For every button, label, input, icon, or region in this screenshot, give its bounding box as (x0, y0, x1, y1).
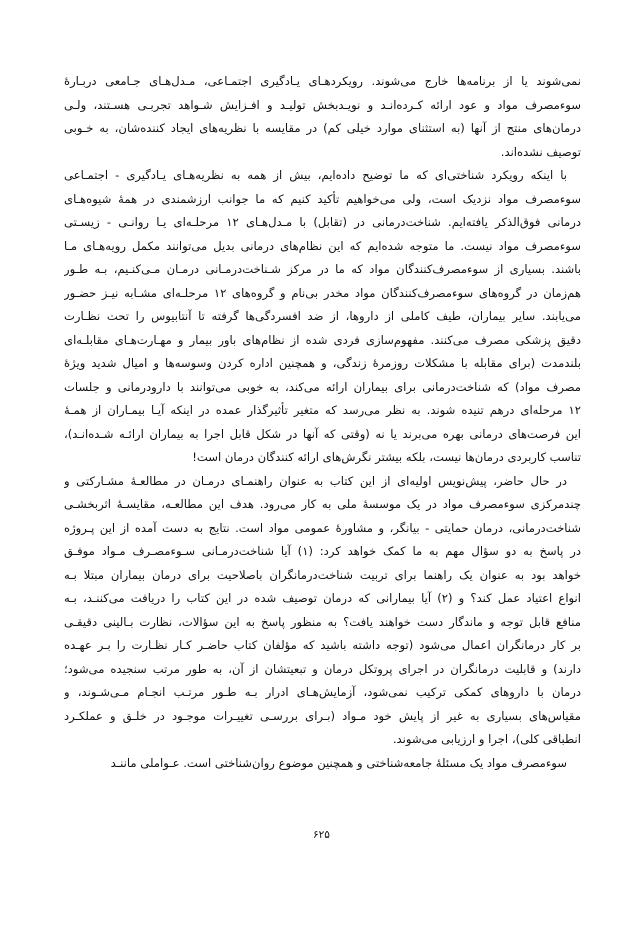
text-line: انواع اعتیاد عمل کند؟ و (۲) آیا بیمارانی که درمان توصیف شده در این کتاب را دریافت می‌کننـد، بـه (64, 591, 581, 605)
text-line: سوءمصرف مواد نزدیک است، ولی می‌خواهیم تأکید کنیم که ما جوانب ارزشمندی در همۀ شیوه‌هـای (64, 191, 581, 206)
text-line: سوءمصرف مواد و عود ارائه کـرده‌انـد و نویـدبخش تولیـد و افـزایش شـواهد تجربـی هسـتند، ولـی (64, 97, 581, 112)
text-line: سوءمصرف مواد نیست. ما متوجه شده‌ایم که این نظام‌های درمانی بدیل می‌توانند مکمل رویه‌هـای مـا (64, 238, 581, 253)
text-line: مقیاس‌های بسیاری به غیر از پایش خود مـواد (بـرای بررسـی تغییـرات موجـود در خلـق و عملکـرد (64, 708, 581, 723)
text-line: توصیف نشده‌اند. (500, 144, 581, 159)
text-line: این فرصت‌های درمانی بهره می‌برند یا نه (وقتی که آنها در شکل قابل اجرا به بیماران ارائـه شـده‌انـد)، (64, 426, 581, 441)
page-number: ۶۲۵ (313, 829, 330, 841)
text-line: دقیق پزشکی مصرف می‌کنند. مفهوم‌سازی فردی شده از نظام‌های باور بیمار و مهـارت‌هـای مقابلـه‌ای (64, 332, 581, 347)
text-line: شناخت‌درمانی، درمان حمایتی - بیانگر، و مشاورۀ عمومی مواد است. نتایج به دست آمده از این پـروژه (64, 520, 581, 535)
text-line: درمان‌های منتج از آنها (به استثنای موارد خیلی کم) در مقایسه با نظریه‌های ایجاد کننده‌شان، به خـوبی (64, 121, 581, 135)
paragraph (64, 470, 581, 752)
body-text (64, 70, 581, 775)
text-line: منافع قابل توجه و ماندگار دست خواهند یافت؟ به منظور پاسخ به این سؤالات، نظارت بـالینی دقیقـی (64, 614, 581, 629)
text-line: می‌یابند. سایر بیماران، طیف کاملی از داروها، از ضد افسردگی‌ها گرفته تا آنتابیوس را تحت نظـارت (64, 309, 581, 323)
text-line: در پاسخ به دو سؤال مهم به ما کمک خواهد کرد: (۱) آیا شناخت‌درمـانی سـوءمصـرف مـواد موفـق (64, 544, 581, 558)
text-line: تناسب کاربردی درمان‌ها نیست، بلکه بیشتر نگرش‌های ارائه کنندگان درمان است! (192, 450, 581, 464)
text-line: خواهد بود به عنوان یک راهنما برای تربیت شناخت‌درمانگران باصلاحیت برای درمان بیماران مبتلا بـه (64, 567, 581, 582)
paragraph (64, 164, 581, 470)
text-line: هم‌زمان در گروه‌های سوءمصرف‌کنندگان مواد مخدر بی‌نام و گروه‌های ۱۲ مرحلـه‌ای مشـابه نیـز حضـور (64, 285, 581, 300)
text-line: دارند) و قابلیت درمانگران در اجرای پروتکل درمان و تبعیتشان از آن، به طور مرتب سنجیده می‌شود؛ (64, 661, 581, 676)
paragraph (64, 70, 581, 164)
text-line: در حال حاضر، پیش‌نویس اولیه‌ای از این کتاب به عنوان راهنمـای درمـان در مطالعـۀ مشـارکتی و (64, 473, 567, 488)
text-line: ۱۲ مرحله‌ای درهم تنیده شوند. به نظر می‌رسد که متغیر تأثیرگذار عمده در اینکه آیـا بیمـاران از همـۀ (64, 403, 581, 417)
text-line: انطباقی کلی)، اجرا و ارزیابی می‌شوند. (392, 732, 581, 746)
text-line: باشند. بسیاری از سوءمصرف‌کنندگان مواد که ما در مرکز شـناخت‌درمـانی درمـان مـی‌کنـیم، بـه طـور (64, 262, 581, 276)
text-line: سوءمصرف مواد یک مسئلۀ جامعه‌شناختی و همچنین موضوع روان‌شناختی است. عـواملی ماننـد (110, 755, 567, 770)
text-line: چندمرکزی سوءمصرف مواد در یک موسسۀ ملی به کار می‌رود. هدف این مطالعـه، مقایسـۀ اثربخشـی (64, 497, 581, 511)
text-line: با اینکه رویکرد شناختی‌ای که ما توضیح داده‌ایم، بیش از همه به نظریه‌هـای یـادگیری - اجتمـاعی (64, 168, 567, 182)
text-line: بلندمدت (برای مقابله با مشکلات روزمرۀ زندگی، و همچنین اداره کردن وسوسه‌ها و امیال شدید ویژۀ (64, 356, 581, 370)
paragraph (64, 752, 581, 776)
text-line: نمی‌شوند یا از برنامه‌ها خارج می‌شوند. رویکردهـای یـادگیری اجتمـاعی، مـدل‌هـای جـامعی دربـارۀ (64, 74, 581, 88)
text-line: درمانی فوق‌الذکر یافته‌ایم. شناخت‌درمانی در (تقابل) با مـدل‌هـای ۱۲ مرحلـه‌ای یـا روانـی - زیسـتی (64, 215, 581, 229)
text-line: مصرف مواد) که شناخت‌درمانی برای بیماران ارائه می‌کند، به خوبی می‌توانند با دارودرمانی و جلسات (64, 379, 581, 394)
text-line: درمان با داروهای کمکی ترکیب نمی‌شود، آزمایش‌هـای ادرار بـه طـور مرتـب انجـام مـی‌شـوند، و (64, 685, 581, 699)
text-line: بر کار درمانگران اعمال می‌شود (توجه داشته باشید که مؤلفان کتاب حاضـر کـار نظـارت را بـر عهـده (64, 638, 581, 652)
